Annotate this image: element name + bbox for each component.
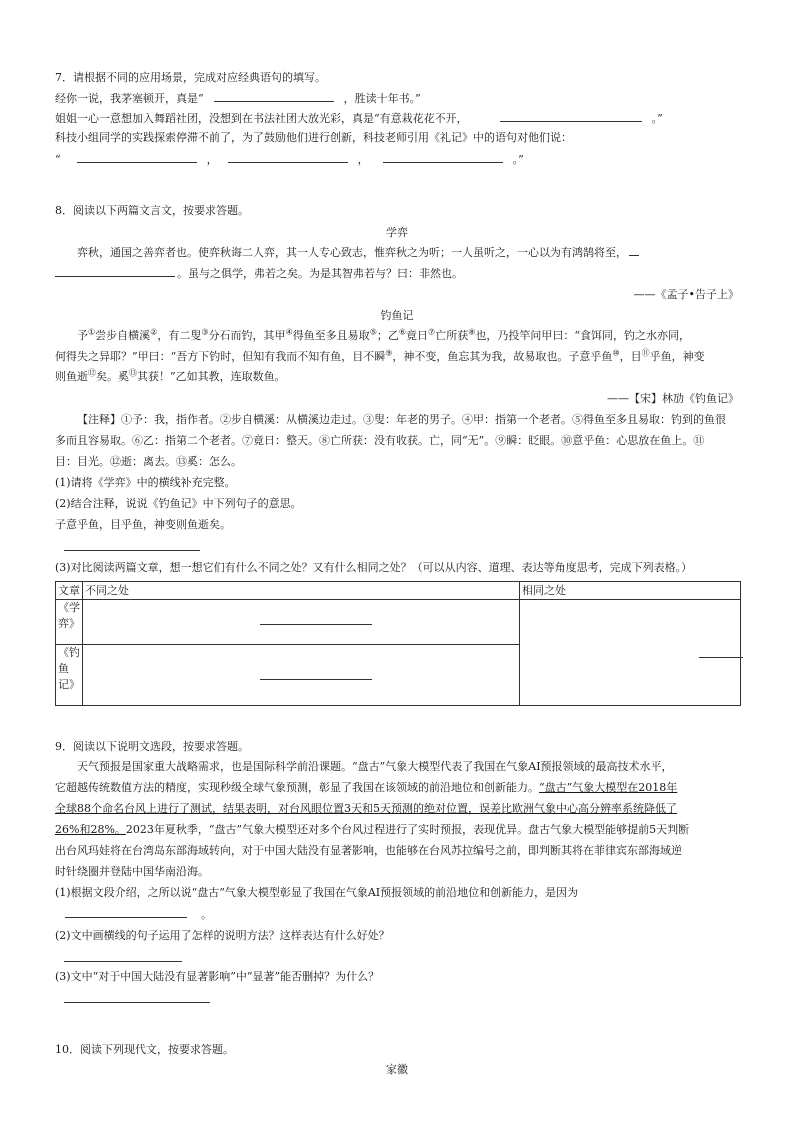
q8-blank-xueyi[interactable] xyxy=(55,266,175,277)
q7-blank-5[interactable] xyxy=(383,152,503,163)
text-segment: ，神不变，鱼忘其为我，故易取也。子意乎鱼 xyxy=(392,350,613,363)
q8-title: 8．阅读以下两篇文言文，按要求答题。 xyxy=(55,204,249,217)
q8-sub2-answer-line[interactable] xyxy=(64,550,200,551)
table-cell-diaoyuji-diff[interactable] xyxy=(83,645,520,706)
q8-text1-para1 xyxy=(55,245,739,260)
q7-line2 xyxy=(55,111,739,126)
annotation-marker: ⑪ xyxy=(641,348,650,358)
comparison-table xyxy=(55,581,741,706)
q9-sub3-answer-line[interactable] xyxy=(64,1002,210,1003)
q8-sub3: (3)对比阅读两篇文章，想一想它们有什么不同之处？又有什么相同之处？（可以从内容、道理、表达等角度思考，完成下列表格。） xyxy=(55,561,693,574)
q8-text1-para2 xyxy=(55,266,739,281)
annotation-marker: ④ xyxy=(285,327,293,337)
q8-notes-line1: 【注释】①予：我，指作者。②步自横溪：从横溪边走过。③叟：年老的男子。④甲：指第一个老者。⑤得鱼至多且易取：钓到的鱼很 xyxy=(77,413,726,426)
q9-sub1-end: 。 xyxy=(201,908,212,921)
q9-para-line4 xyxy=(55,823,739,837)
same-answer-line[interactable] xyxy=(699,657,743,658)
text-segment: 予 xyxy=(77,329,88,342)
q9-para-line1: 天气预报是国家重大战略需求，也是国际科学前沿课题。“盘古”气象大模型代表了我国在气象AI预报领域的最高技术水平， xyxy=(77,760,673,773)
q7-title: 7．请根据不同的应用场景，完成对应经典语句的填写。 xyxy=(55,71,326,84)
q8-notes-line3: 目：目光。⑫逝：离去。⑬奚：怎么。 xyxy=(55,455,242,468)
table-header-diff: 不同之处 xyxy=(83,582,520,600)
annotation-marker: ⑤ xyxy=(369,327,377,337)
q7-blank-4[interactable] xyxy=(228,152,348,163)
annotation-marker: ⑨ xyxy=(385,348,393,358)
q8-text1-line1: 弈秋，通国之善弈者也。使弈秋诲二人弈，其一人专心致志，惟弈秋之为听；一人虽听之，一心以为有鸿鹄将至， xyxy=(77,246,627,259)
q7-line1-prefix: 经你一说，我茅塞顿开，真是“ xyxy=(55,92,204,105)
q8-text2-line2 xyxy=(55,350,739,364)
q9-para-line2-text: 它超越传统数值方法的精度，实现秒级全球气象预测，彰显了我国在该领域的前沿地位和创新能力。 xyxy=(55,781,539,794)
annotation-marker: ⑩ xyxy=(612,348,620,358)
text-segment: 竟日 xyxy=(406,329,429,342)
text-segment: 尝步自横溪 xyxy=(95,329,151,342)
q8-text2-source: ——【宋】林劢《钓鱼记》 xyxy=(607,392,739,405)
q7-line2-prefix: 姐姐一心一意想加入舞蹈社团，没想到在书法社团大放光彩，真是“有意栽花花不开， xyxy=(55,112,468,125)
q9-sub2: (2)文中画横线的句子运用了怎样的说明方法？这样表达有什么好处？ xyxy=(55,929,390,942)
text-segment: 得鱼至多且易取 xyxy=(292,329,370,342)
q7-line4-end: 。” xyxy=(512,153,524,166)
annotation-marker: ① xyxy=(88,327,96,337)
text-segment: 矣。奚 xyxy=(96,370,129,383)
text-segment: 何得失之异耶？”甲曰：“吾方下钓时，但知有我而不知有鱼，目不瞬 xyxy=(55,350,386,363)
q7-line3: 科技小组同学的实践探索停滞不前了，为了鼓励他们进行创新，科技老师引用《礼记》中的语句对他们说： xyxy=(55,131,572,144)
q7-line4 xyxy=(55,152,739,167)
q7-line1-suffix: ，胜读十年书。” xyxy=(343,92,421,105)
q7-line4-comma2: ， xyxy=(357,153,369,166)
annotation-marker: ③ xyxy=(201,327,209,337)
table-header-same: 相同之处 xyxy=(520,582,741,600)
q8-sub1: (1)请将《学弈》中的横线补充完整。 xyxy=(55,476,236,489)
q9-para-line5: 出台风玛娃将在台湾岛东部海域转向，对于中国大陆没有显著影响，也能够在台风苏拉编号之前，即判断其将在菲律宾东部海域逆 xyxy=(55,844,682,857)
q9-title: 9．阅读以下说明文选段，按要求答题。 xyxy=(55,740,249,753)
q8-text1-source: ——《孟子•告子上》 xyxy=(633,288,739,301)
q9-para-line2 xyxy=(55,781,739,795)
q9-underlined-3: 26%和28%。 xyxy=(55,823,126,836)
diaoyuji-diff-answer-line[interactable] xyxy=(260,679,372,680)
xueyi-diff-answer-line[interactable] xyxy=(260,624,372,625)
table-row-xueyi-label: 《学弈》 xyxy=(56,600,83,645)
annotation-marker: ⑬ xyxy=(129,368,137,378)
table-row-diaoyuji-label: 《钓鱼记》 xyxy=(56,645,83,706)
text-segment: 也，乃投竿问甲曰：“食饵同，钓之水亦同， xyxy=(475,329,690,342)
annotation-marker: ⑥ xyxy=(398,327,407,337)
q9-para-line6: 时针绕圈并登陆中国华南沿海。 xyxy=(55,865,209,878)
q9-sub1: (1)根据文段介绍，之所以说“盘古”气象大模型彰显了我国在气象AI预报领域的前沿地位和创新能力，是因为 xyxy=(55,886,579,899)
table-cell-xueyi-diff[interactable] xyxy=(83,600,520,645)
annotation-marker: ⑫ xyxy=(88,368,96,378)
q9-underlined-1: “盘古”气象大模型在2018年 xyxy=(539,781,678,794)
q9-sub1-blank[interactable] xyxy=(65,907,187,918)
q7-line4-comma1: ， xyxy=(206,153,218,166)
q9-sub2-answer-line[interactable] xyxy=(64,961,182,962)
text-segment: 亡所获 xyxy=(435,329,469,342)
text-segment: 则鱼逝 xyxy=(55,370,88,383)
text-segment: 乎鱼，神变 xyxy=(649,350,705,363)
q8-notes-line2: 多而且容易取。⑥乙：指第二个老者。⑦竟日：整天。⑧亡所获：没有收获。亡，同“无”。⑨瞬：眨眼。⑩意乎鱼：心思放在鱼上。⑪ xyxy=(55,434,705,447)
q9-sub3: (3)文中“对于中国大陆没有显著影响”中“显著”能否删掉？为什么？ xyxy=(55,970,380,983)
q7-blank-3[interactable] xyxy=(77,152,197,163)
text-segment: ，有二叟 xyxy=(157,329,202,342)
q7-line2-suffix: 。” xyxy=(651,112,663,125)
text-segment: 其获！”乙如其教，连取数鱼。 xyxy=(137,370,286,383)
q10-text-title: 家徽 xyxy=(386,1063,408,1076)
q8-text1-title: 学弈 xyxy=(386,226,408,239)
text-segment: ；乙 xyxy=(376,329,399,342)
text-segment: 分石而钓，其甲 xyxy=(208,329,286,342)
q9-sub1-answer xyxy=(55,907,739,922)
q7-line1 xyxy=(55,91,739,106)
q8-text2-line1 xyxy=(55,329,739,343)
q7-blank-1[interactable] xyxy=(214,91,334,102)
q8-sub2: (2)结合注释，说说《钓鱼记》中下列句子的意思。 xyxy=(55,497,302,510)
q8-sub2-sentence: 子意乎鱼，目乎鱼，神变则鱼逝矣。 xyxy=(55,518,231,531)
annotation-marker: ⑦ xyxy=(428,327,436,337)
table-header-text: 文章 xyxy=(56,582,83,600)
q8-text1-line2: 。虽与之俱学，弗若之矣。为是其智弗若与？曰：非然也。 xyxy=(177,267,463,280)
q10-title: 10．阅读下列现代文，按要求答题。 xyxy=(55,1043,234,1056)
q7-line4-quote: “ xyxy=(55,153,61,166)
q8-blank-start[interactable] xyxy=(629,245,639,256)
q9-para-line4-text: 2023年夏秋季，“盘古”气象大模型还对多个台风过程进行了实时预报，表现优异。盘古气象大模型能够提前5天判断 xyxy=(125,823,690,836)
annotation-marker: ⑧ xyxy=(468,327,476,337)
table-cell-same[interactable] xyxy=(520,600,741,706)
q7-blank-2[interactable] xyxy=(500,111,642,122)
annotation-marker: ② xyxy=(150,327,158,337)
q9-underlined-2: 全球88个命名台风上进行了测试，结果表明，对台风眼位置3天和5天预测的绝对位置，误差比欧洲气象中心高分辨率系统降低了 xyxy=(55,802,677,815)
q8-text2-title: 钓鱼记 xyxy=(380,309,414,322)
q8-text2-line3 xyxy=(55,370,739,384)
text-segment: ，目 xyxy=(619,350,642,363)
